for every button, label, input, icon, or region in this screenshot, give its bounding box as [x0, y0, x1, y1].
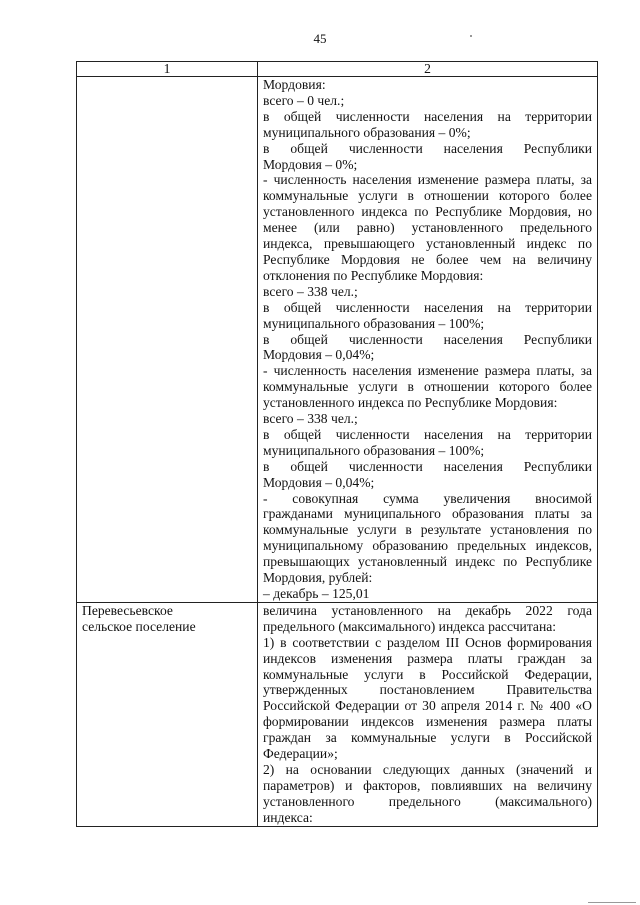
table-header-row: [77, 62, 598, 77]
settlement-name-line: Перевесьевское: [82, 602, 173, 618]
page-number: 45: [313, 31, 327, 46]
text-line: коммунальные услуги в Российской Федерации,: [263, 666, 592, 682]
text-line: в общей численности населения на территории: [263, 299, 592, 315]
document-table: [76, 61, 598, 827]
text-line: Федерации»;: [263, 746, 338, 762]
text-line: Российской Федерации от 30 апреля 2014 г. № 400 «О: [263, 698, 592, 714]
text-line: предельного (максимального) индекса рассчитана:: [263, 618, 557, 634]
text-line: гражданами муниципального образования платы за: [263, 506, 592, 522]
table-row: [77, 77, 598, 603]
text-line: установленного предельного (максимального): [263, 793, 592, 809]
column-header-1: 1: [77, 62, 258, 77]
text-line: всего – 338 чел.;: [263, 283, 358, 299]
text-line: коммунальные услуги в результате установления по: [263, 522, 592, 538]
text-line: муниципального образования – 0%;: [263, 124, 471, 140]
text-line: в общей численности населения на территории: [263, 108, 592, 124]
text-line: муниципального образования – 100%;: [263, 442, 485, 458]
text-line: Мордовия, рублей:: [263, 570, 373, 586]
text-line: Республике Мордовия не более чем на величину: [263, 251, 592, 267]
text-line: 2) на основании следующих данных (значений и: [263, 761, 592, 777]
text-line: - совокупная сумма увеличения вносимой: [263, 490, 592, 506]
text-line: утвержденных постановлением Правительства: [263, 682, 592, 698]
text-line: 1) в соответствии с разделом III Основ формирования: [263, 634, 592, 650]
text-line: менее (или равно) установленного предельного: [263, 220, 592, 236]
scan-edge-mark: [588, 902, 636, 903]
settlement-name-line: сельское поселение: [82, 618, 196, 634]
text-line: – декабрь – 125,01: [263, 586, 370, 601]
text-line: - численность населения изменение размера платы, за: [263, 172, 592, 188]
text-line: индекса:: [263, 809, 313, 825]
text-line: формировании индексов изменения размера платы: [263, 714, 592, 730]
text-line: муниципального образования – 100%;: [263, 315, 485, 331]
text-line: величина установленного на декабрь 2022 года: [263, 602, 592, 618]
text-line: Мордовия – 0,04%;: [263, 474, 375, 490]
table-row: [77, 602, 598, 826]
text-line: превышающих установленный индекс по Республике: [263, 554, 592, 570]
column-header-2: 2: [258, 62, 598, 77]
text-line: индекса, превышающего установленный индекс по: [263, 236, 592, 252]
text-line: всего – 338 чел.;: [263, 411, 358, 427]
text-line: граждан за коммунальные услуги в Российской: [263, 730, 592, 746]
text-line: Мордовия – 0%;: [263, 156, 358, 172]
text-line: Мордовия – 0,04%;: [263, 347, 375, 363]
text-line: муниципальному образованию предельных индексов,: [263, 538, 592, 554]
row-content-cell: [258, 77, 598, 603]
text-line: отклонения по Республике Мордовия:: [263, 267, 484, 283]
text-line: Мордовия:: [263, 77, 326, 92]
row-content-cell: [258, 602, 598, 826]
text-line: в общей численности населения Республики: [263, 140, 592, 156]
text-line: индексов изменения размера платы граждан за: [263, 650, 592, 666]
text-line: - численность населения изменение размера платы, за: [263, 363, 592, 379]
scan-speck: [470, 35, 472, 37]
text-line: коммунальные услуги в отношении которого более: [263, 379, 592, 395]
text-line: в общей численности населения на территории: [263, 426, 592, 442]
text-line: установленного индекса по Республике Мордовия, но: [263, 204, 592, 220]
row-name-cell: [77, 77, 258, 603]
text-line: установленного индекса по Республике Мордовия:: [263, 395, 558, 411]
text-line: коммунальные услуги в отношении которого более: [263, 188, 592, 204]
text-line: в общей численности населения Республики: [263, 331, 592, 347]
text-line: параметров) и факторов, повлиявших на величину: [263, 777, 592, 793]
text-line: в общей численности населения Республики: [263, 458, 592, 474]
row-name-cell: [77, 602, 258, 826]
text-line: всего – 0 чел.;: [263, 92, 345, 108]
